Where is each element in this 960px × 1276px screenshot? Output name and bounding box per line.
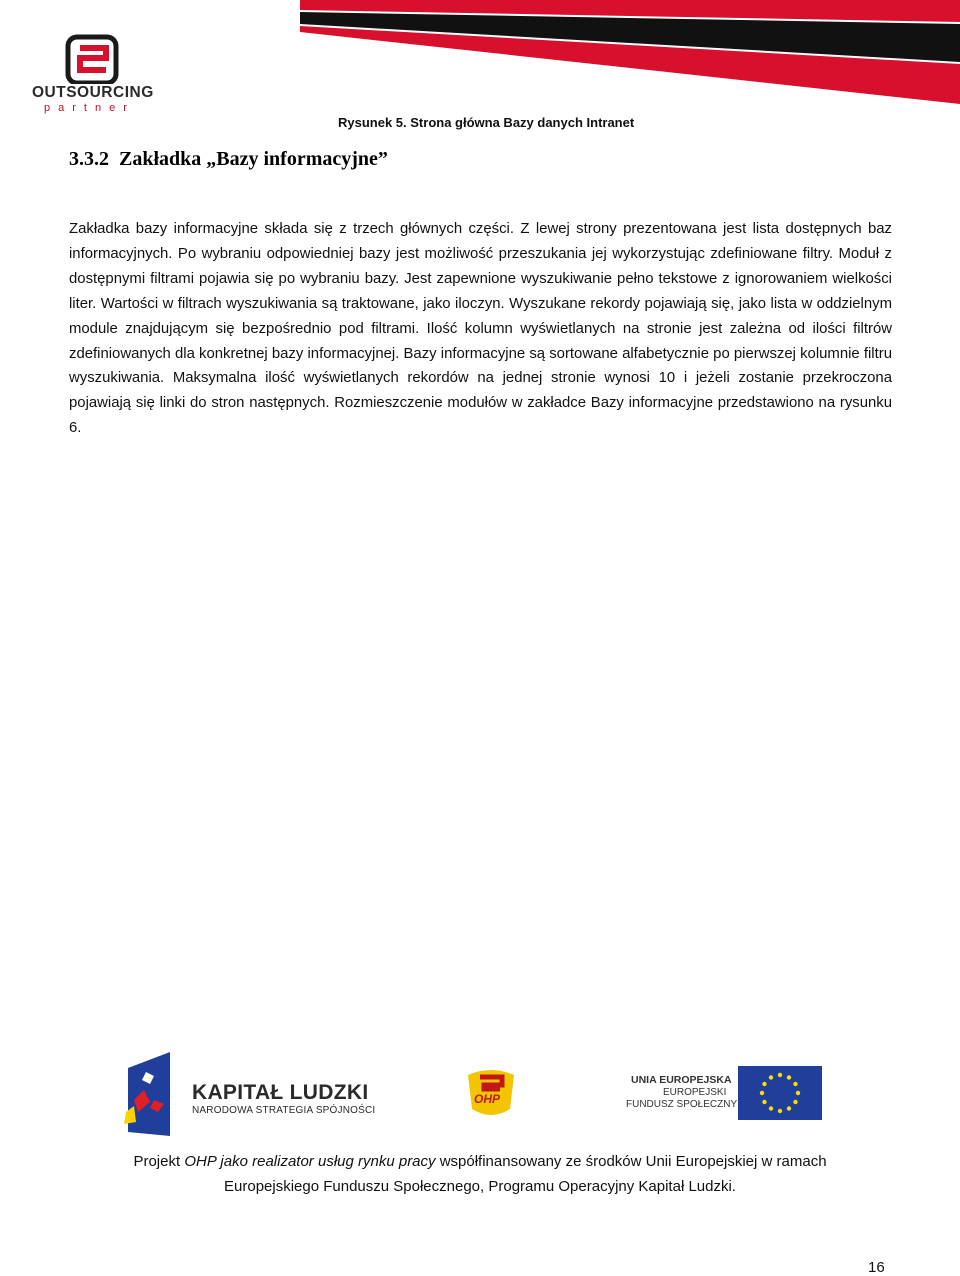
kapital-ludzki-emblem-icon xyxy=(120,1050,190,1138)
figure-caption: Rysunek 5. Strona główna Bazy danych Intranet xyxy=(338,115,635,130)
eu-line-2: EUROPEJSKI xyxy=(663,1087,727,1098)
footer-line1-rest: współfinansowany ze środków Unii Europejskiej w ramach xyxy=(435,1153,827,1170)
body-paragraph: Zakładka bazy informacyjne składa się z trzech głównych części. Z lewej strony prezentowana jest lista dostępnych baz informacyjnych. Po wybraniu odpowiedniej bazy jest możliwość przeszukania jej wykorzystując zdefiniowane filtry. Moduł z dostępnymi filtrami pojawia się po wybraniu bazy. Jest zapewnione wyszukiwanie pełno tekstowe z ignorowaniem wielkości liter. Wartości w filtrach wyszukiwania są traktowane, jako iloczyn. Wyszukane rekordy pojawiają się, jako lista w oddzielnym module znajdującym się bezpośrednio pod filtrami. Ilość kolumn wyświetlanych na stronie jest zależna od ilości filtrów zdefiniowanych dla konkretnej bazy informacyjnej. Bazy informacyjne są sortowane alfabetycznie po pierwszej kolumnie filtru wyszukiwania. Maksymalna ilość wyświetlanych rekordów na jednej stronie wynosi 10 i jeżeli zostanie przekroczona pojawiają się linki do stron następnych. Rozmieszczenie modułów w zakładce Bazy informacyjne przedstawiono na rysunku 6. xyxy=(69,221,892,437)
eu-line-1: UNIA EUROPEJSKA xyxy=(631,1074,732,1086)
footer-project-name: OHP jako realizator usług rynku pracy xyxy=(184,1153,436,1170)
eu-logo xyxy=(620,1066,824,1122)
kapital-ludzki-logo xyxy=(120,1050,380,1138)
logo-wordmark: OUTSOURCING xyxy=(32,84,154,101)
page-number: 16 xyxy=(868,1259,885,1276)
outsourcing-partner-logo xyxy=(28,34,158,120)
eu-line-3: FUNDUSZ SPOŁECZNY xyxy=(626,1099,738,1110)
ohp-text: OHP xyxy=(474,1092,501,1106)
section-number: 3.3.2 xyxy=(69,148,109,170)
kapital-ludzki-title: KAPITAŁ LUDZKI xyxy=(192,1081,369,1104)
footer-funding-note xyxy=(70,1149,890,1199)
kapital-ludzki-subtitle: NARODOWA STRATEGIA SPÓJNOŚCI xyxy=(192,1105,376,1116)
ohp-logo xyxy=(462,1065,520,1121)
section-title: Zakładka „Bazy informacyjne” xyxy=(119,148,388,170)
footer-line2: Europejskiego Funduszu Społecznego, Programu Operacyjny Kapitał Ludzki. xyxy=(224,1178,736,1195)
footer-prefix: Projekt xyxy=(133,1153,185,1170)
logo-subtitle: partner xyxy=(44,102,135,114)
section-heading xyxy=(69,148,388,171)
eu-flag-icon xyxy=(738,1066,822,1120)
logo-mark-icon xyxy=(28,34,158,84)
